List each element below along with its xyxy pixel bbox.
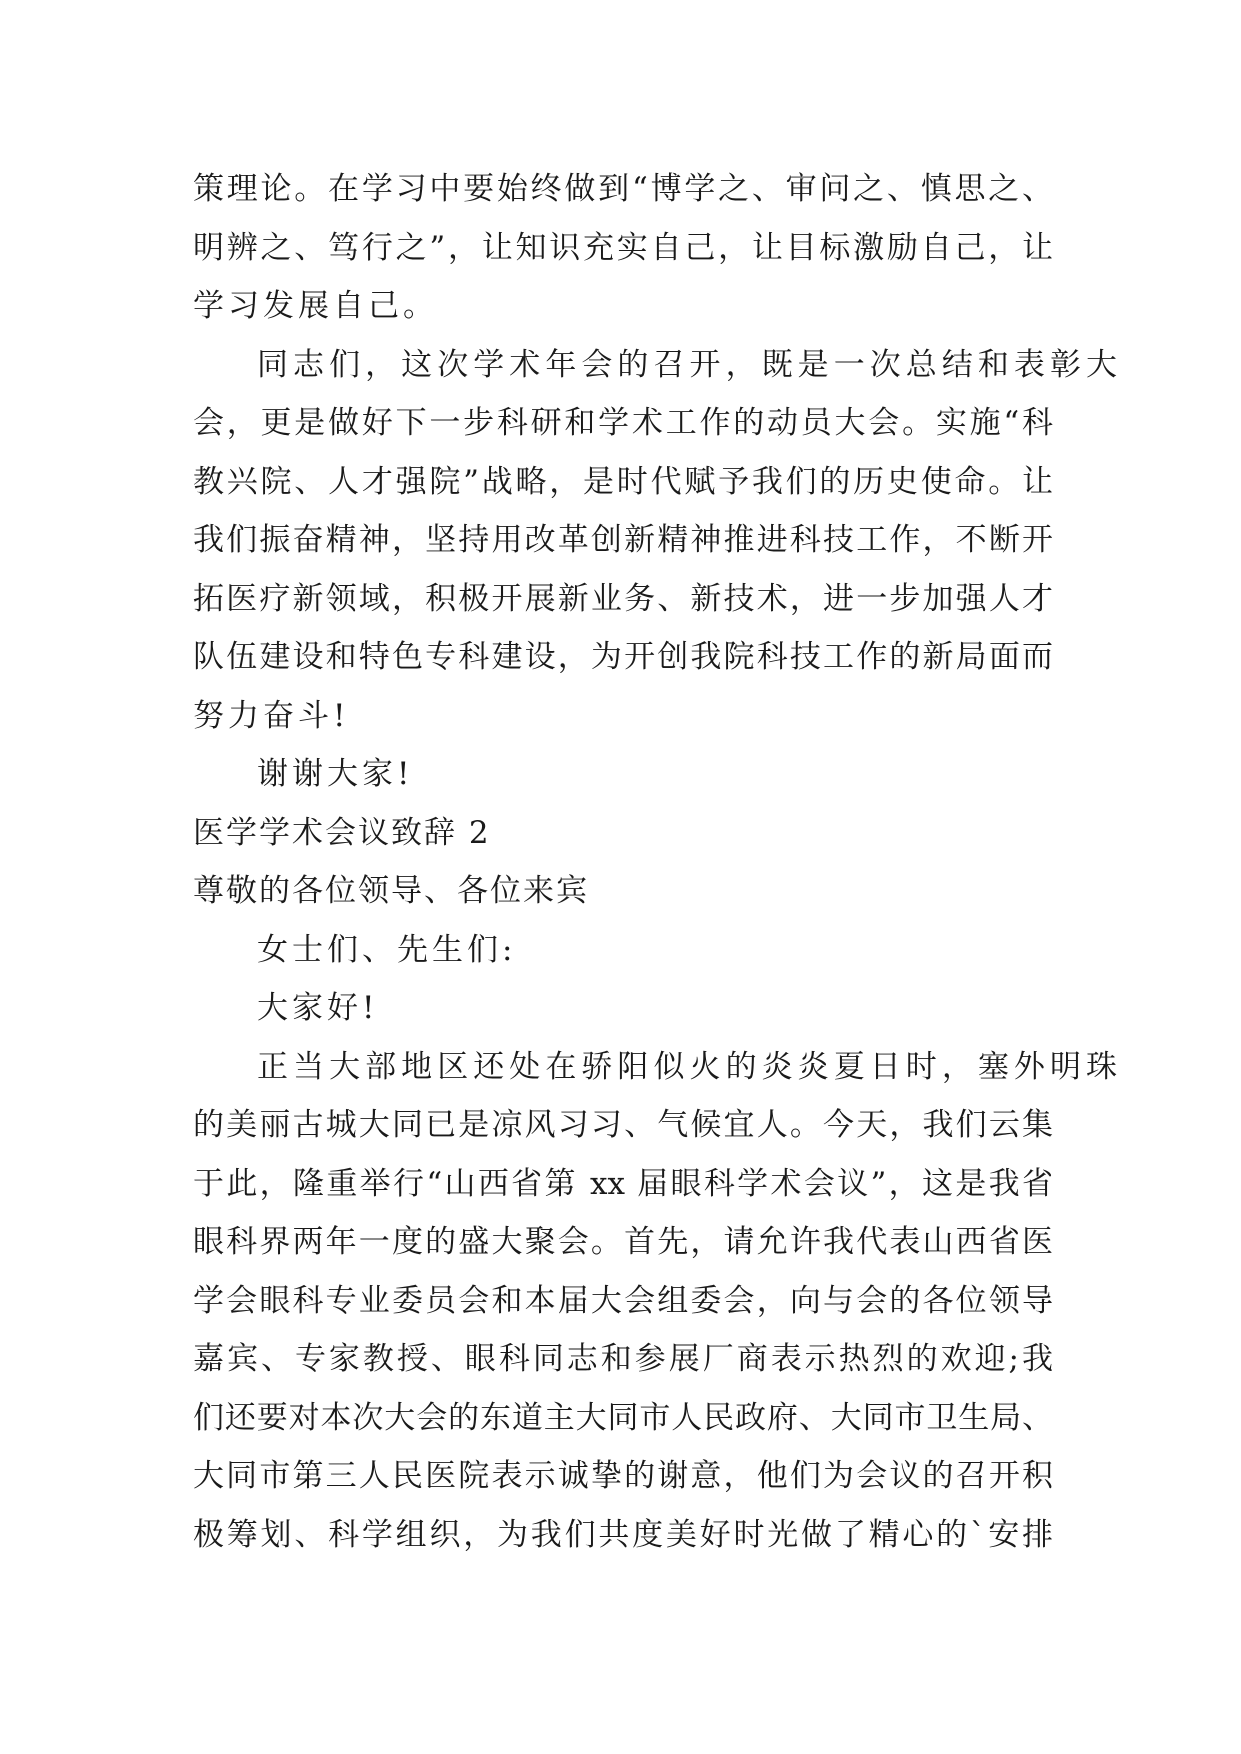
closing-line: 谢谢大家! <box>257 756 414 792</box>
paragraph-line: 学习发展自己。 <box>193 288 438 324</box>
paragraph-line: 嘉宾、专家教授、眼科同志和参展厂商表示热烈的欢迎;我 <box>193 1341 1053 1377</box>
paragraph-line: 极筹划、科学组织，为我们共度美好时光做了精心的`安排 <box>193 1516 1053 1553</box>
paragraph-line: 眼科界两年一度的盛大聚会。首先，请允许我代表山西省医 <box>193 1224 1053 1260</box>
section-title: 医学学术会议致辞 2 <box>193 814 491 851</box>
salutation-line: 女士们、先生们: <box>257 931 517 968</box>
paragraph-line: 队伍建设和特色专科建设，为开创我院科技工作的新局面而 <box>193 639 1053 675</box>
document-body <box>193 160 1117 1564</box>
paragraph-line: 同志们，这次学术年会的召开，既是一次总结和表彰大 <box>257 346 1117 383</box>
salutation-line: 尊敬的各位领导、各位来宾 <box>193 873 589 909</box>
paragraph-line: 学会眼科专业委员会和本届大会组委会，向与会的各位领导 <box>193 1282 1053 1319</box>
paragraph-line: 们还要对本次大会的东道主大同市人民政府、大同市卫生局、 <box>193 1399 1053 1436</box>
paragraph-line: 明辨之、笃行之”，让知识充实自己，让目标激励自己，让 <box>193 229 1053 266</box>
paragraph-line: 努力奋斗! <box>193 697 350 734</box>
paragraph-line: 大同市第三人民医院表示诚挚的谢意，他们为会议的召开积 <box>193 1458 1053 1494</box>
paragraph-line: 我们振奋精神，坚持用改革创新精神推进科技工作，不断开 <box>193 522 1053 558</box>
paragraph-line: 会，更是做好下一步科研和学术工作的动员大会。实施“科 <box>193 405 1053 441</box>
paragraph-line: 正当大部地区还处在骄阳似火的炎炎夏日时，塞外明珠 <box>257 1048 1117 1085</box>
paragraph-line: 于此，隆重举行“山西省第 xx 届眼科学术会议”，这是我省 <box>193 1165 1053 1202</box>
paragraph-line: 拓医疗新领域，积极开展新业务、新技术，进一步加强人才 <box>193 580 1053 617</box>
paragraph-line: 策理论。在学习中要始终做到“博学之、审问之、慎思之、 <box>193 171 1053 207</box>
paragraph-line: 教兴院、人才强院”战略，是时代赋予我们的历史使命。让 <box>193 463 1053 500</box>
paragraph-line: 的美丽古城大同已是凉风习习、气候宜人。今天，我们云集 <box>193 1107 1053 1143</box>
greeting-line: 大家好! <box>257 990 379 1026</box>
